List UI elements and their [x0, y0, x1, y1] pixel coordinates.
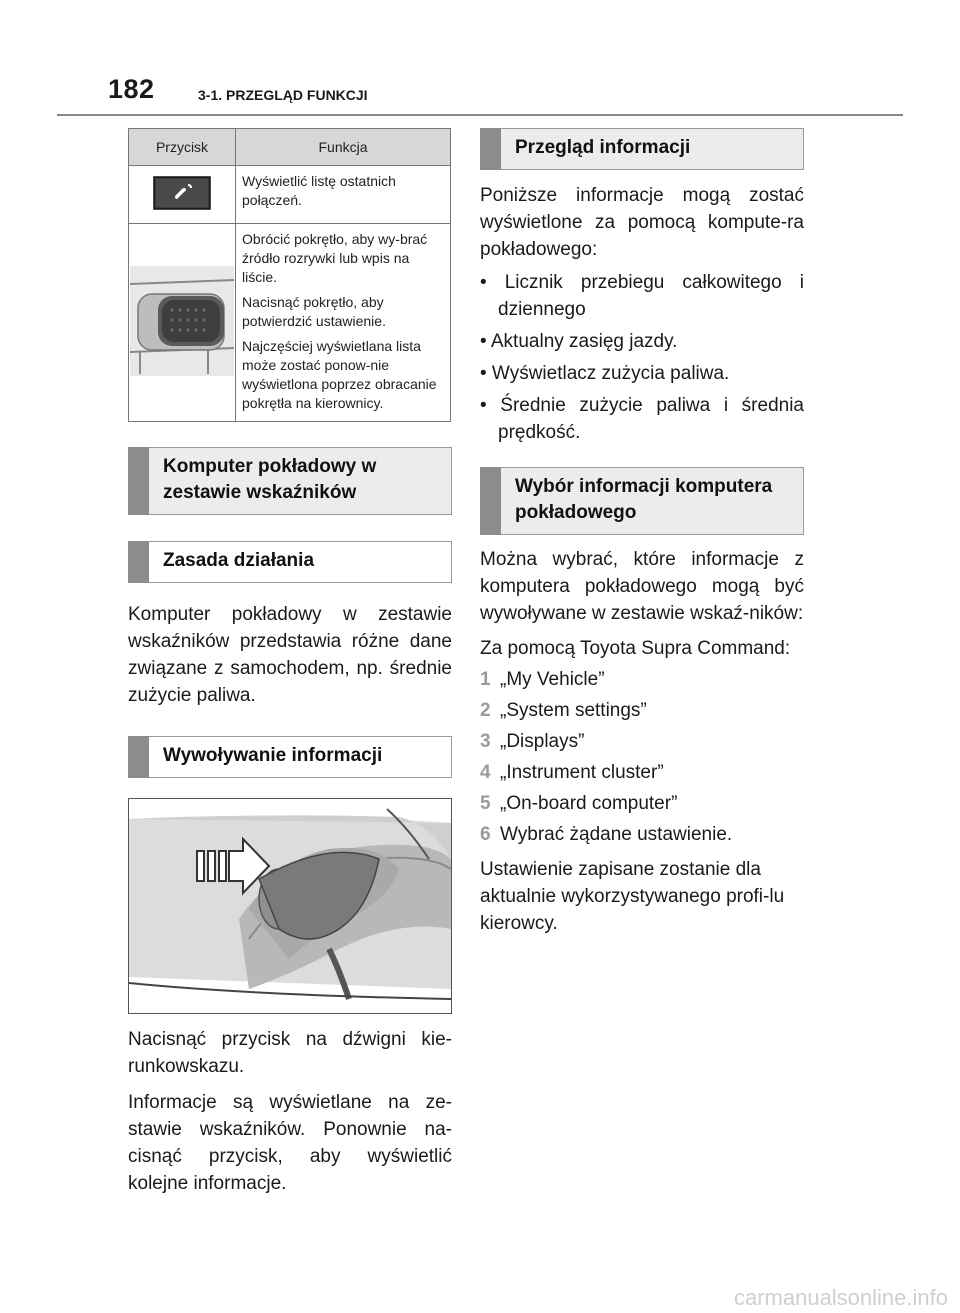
list-item: • Średnie zużycie paliwa i średnia prędkość. [480, 395, 804, 443]
header-divider [57, 114, 903, 116]
list-item: 2 „System settings” [480, 700, 647, 721]
heading-principle: Zasada działania [128, 541, 452, 583]
table-cell-icon [129, 166, 236, 224]
press-button-paragraph: Nacisnąć przycisk na dźwigni kie-runkowskazu. [128, 1029, 452, 1077]
list-item: 1 „My Vehicle” [480, 669, 605, 690]
list-item: 5 „On-board computer” [480, 793, 678, 814]
phone-button-icon [130, 167, 234, 219]
page-header [108, 74, 908, 112]
table-row [129, 224, 451, 422]
function-text: Wyświetlić listę ostatnich połączeń. [242, 173, 396, 208]
function-text: Najczęściej wyświetlana lista może zostać ponow-nie wyświetlona poprzez obracanie pokrętła na kierownicy. [242, 338, 437, 411]
list-item: 6 Wybrać żądane ustawienie. [480, 824, 733, 845]
list-item: • Licznik przebiegu całkowitego i dziennego [480, 272, 804, 320]
table-cell-function [236, 166, 451, 224]
table-header-function: Funkcja [236, 129, 451, 166]
function-text: Obrócić pokrętło, aby wy-brać źródło rozrywki lub wpis na liście. [242, 231, 428, 285]
turn-signal-lever-illustration [129, 799, 451, 1013]
table-header-button: Przycisk [129, 129, 236, 166]
steps-list [480, 664, 804, 850]
list-item: • Wyświetlacz zużycia paliwa. [480, 363, 730, 384]
heading-calling-info: Wywoływanie informacji [128, 736, 452, 778]
info-list [480, 269, 804, 446]
overview-intro: Poniższe informacje mogą zostać wyświetlone za pomocą kompute-ra pokładowego: [480, 185, 804, 260]
table-row [129, 166, 451, 224]
table-cell-function [236, 224, 451, 422]
heading-onboard-computer: Komputer pokładowy w zestawie wskaźników [128, 447, 452, 515]
turn-signal-lever-photo [128, 798, 452, 1014]
list-item: 3 „Displays” [480, 731, 585, 752]
list-item: 4 „Instrument cluster” [480, 762, 664, 783]
controller-knob-icon [130, 266, 234, 376]
button-function-table [128, 128, 451, 422]
select-info-paragraph: Można wybrać, które informacje z komputera pokładowego mogą być wywoływane w zestawie wskaź-ników: [480, 549, 804, 624]
left-column [128, 128, 452, 1197]
section-title: 3-1. PRZEGLĄD FUNKCJI [198, 87, 368, 103]
command-paragraph: Za pomocą Toyota Supra Command: [480, 638, 791, 659]
function-text: Nacisnąć pokrętło, aby potwierdzić ustawienie. [242, 294, 386, 329]
heading-select-info: Wybór informacji komputera pokładowego [480, 467, 804, 535]
principle-paragraph: Komputer pokładowy w zestawie wskaźników przedstawia różne dane związane z samochodem, np. średnie zużycie paliwa. [128, 604, 452, 706]
page-number: 182 [108, 74, 155, 104]
profile-paragraph: Ustawienie zapisane zostanie dla aktualnie wykorzystywanego profi-lu kierowcy. [480, 859, 785, 934]
table-cell-icon [129, 224, 236, 422]
heading-info-overview: Przegląd informacji [480, 128, 804, 170]
right-column [480, 128, 804, 937]
list-item: • Aktualny zasięg jazdy. [480, 331, 678, 352]
info-display-paragraph: Informacje są wyświetlane na ze-stawie wskaźników. Ponownie na-cisnąć przycisk, aby wyświetlić kolejne informacje. [128, 1092, 452, 1194]
watermark: carmanualsonline.info [733, 1285, 948, 1310]
